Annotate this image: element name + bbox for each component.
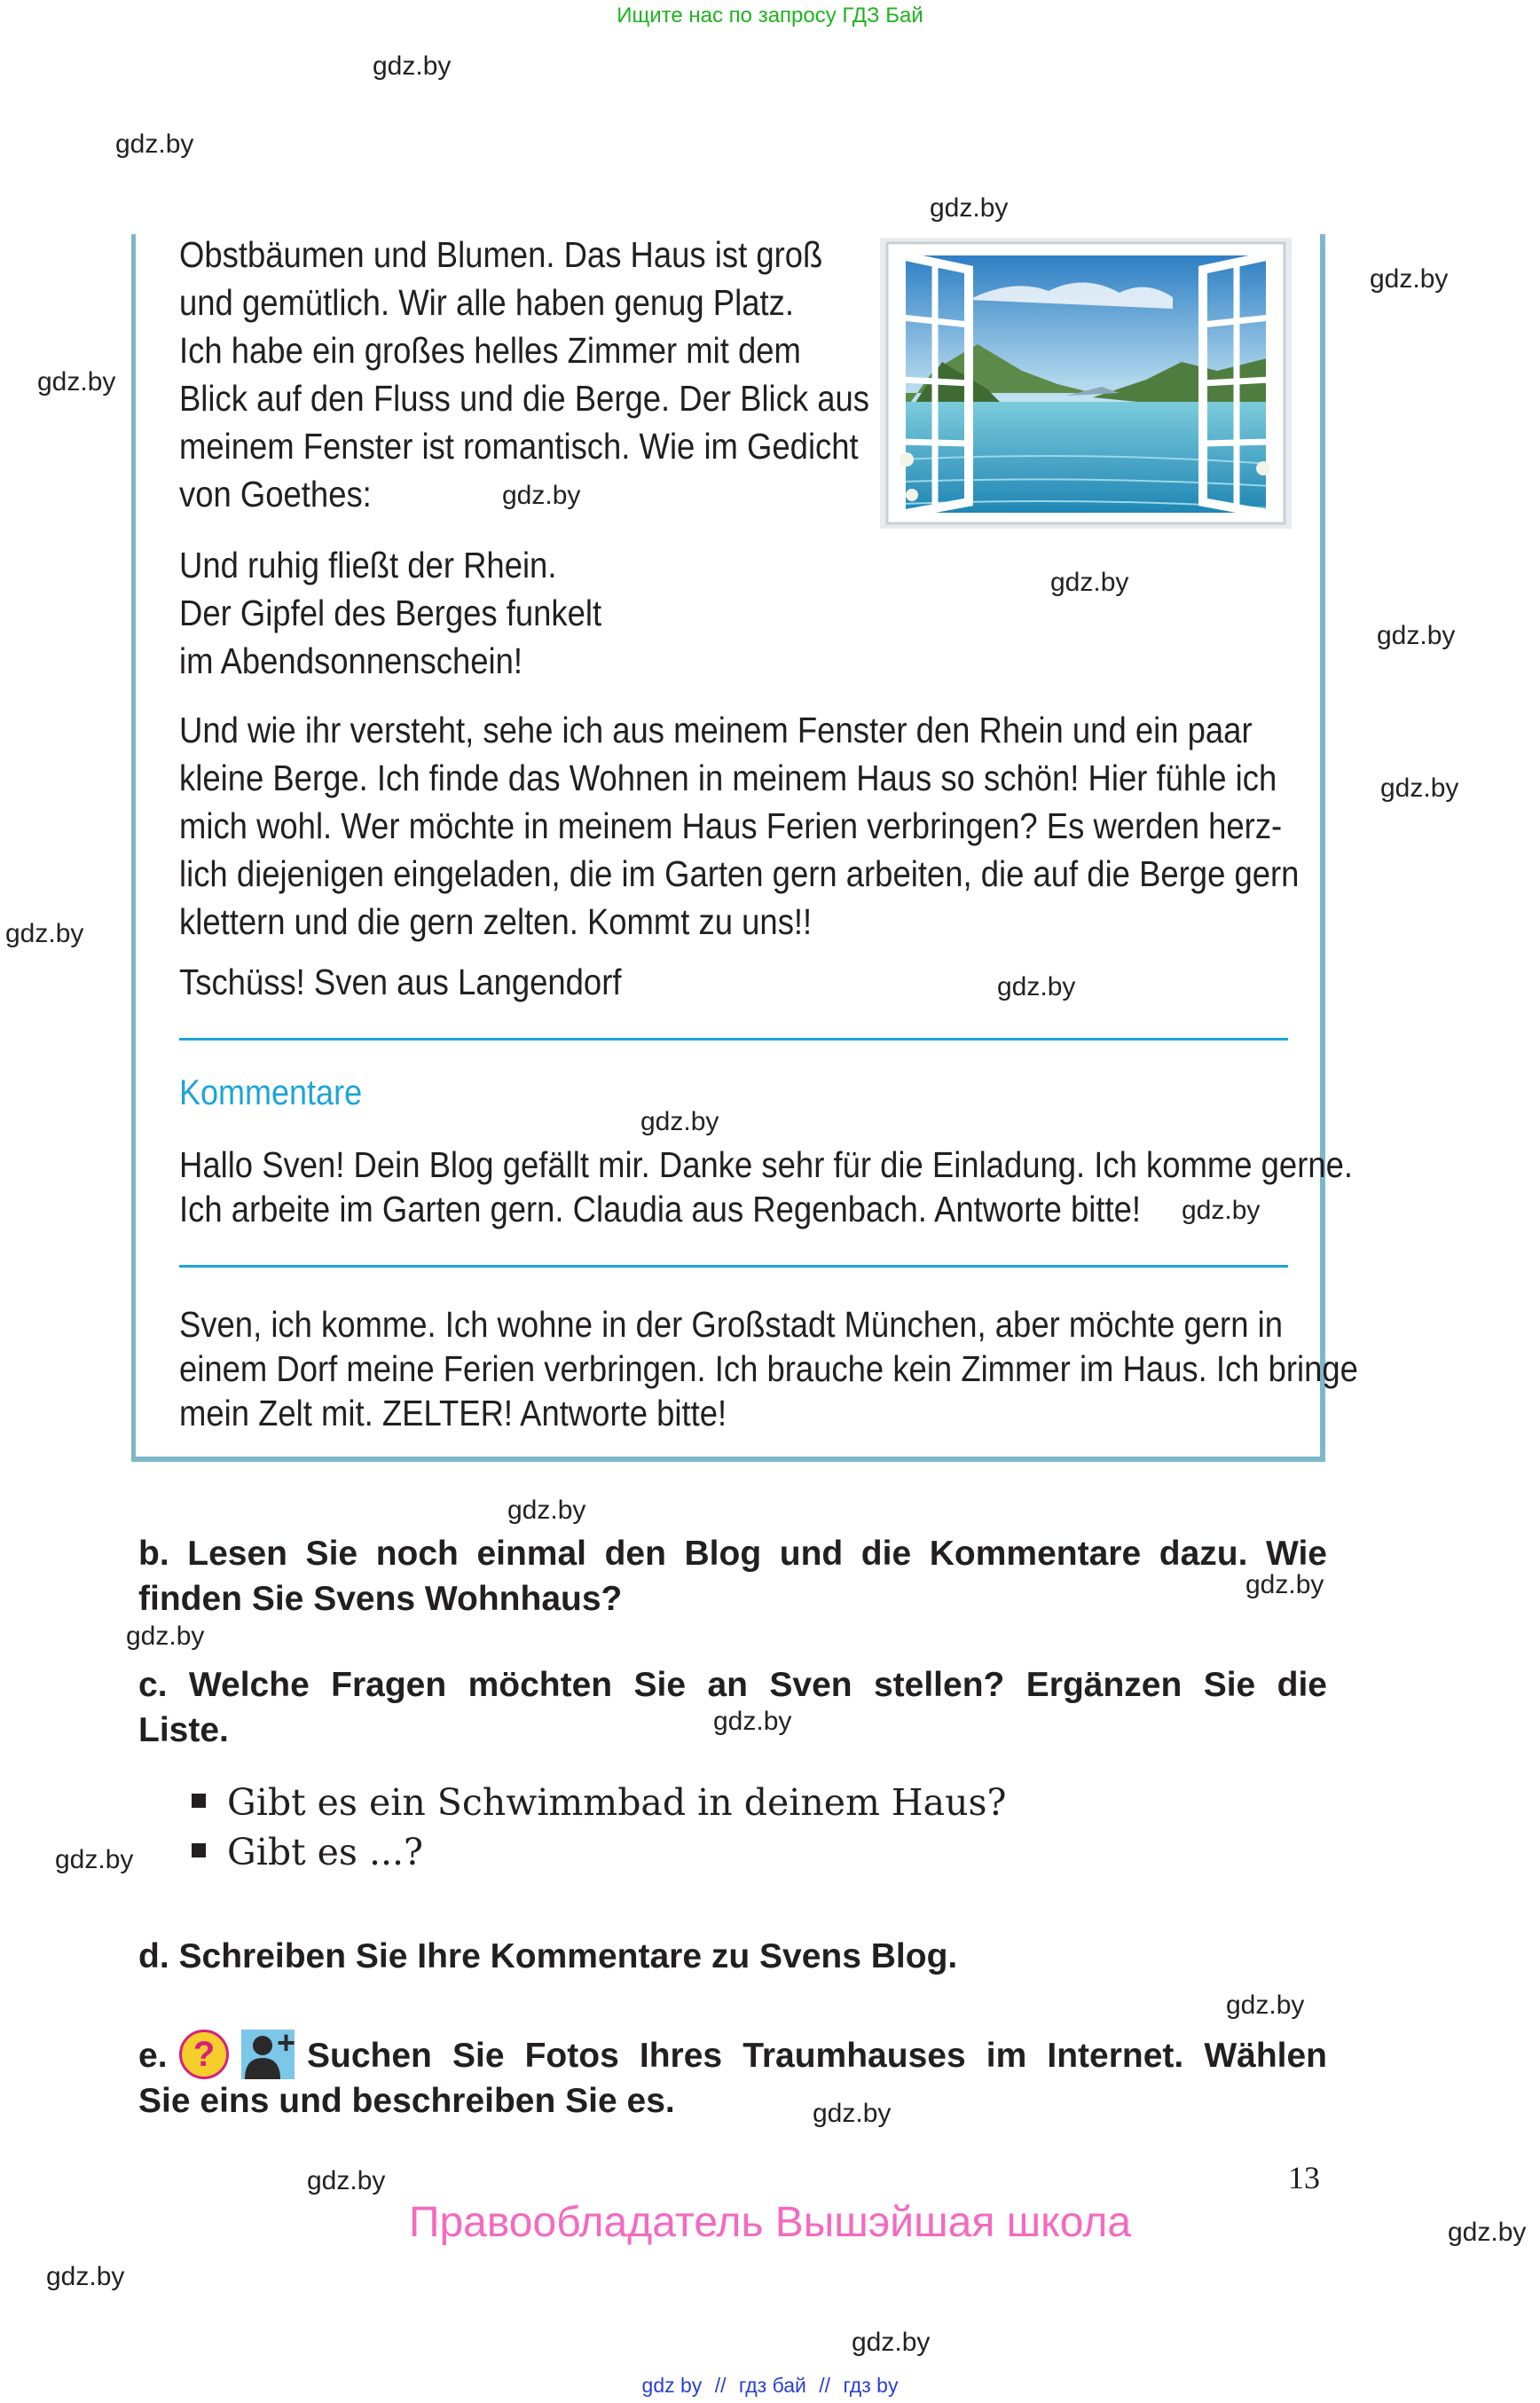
comment-zelter: Sven, ich komme. Ich wohne in der Großstadt München, aber möchte gern in einem Dorf meine Ferien verbringen. Ich brauche kein Zimmer im Haus. Ich bringe mein Zelt mit. ZELTER! Antworte bitte! [179, 1304, 1358, 1433]
blog-paragraph-1: Obstbäumen und Blumen. Das Haus ist groß und gemütlich. Wir alle haben genug Platz. Ich habe ein großes helles Zimmer mit dem Blick auf den Fluss und die Berge. Der Blick aus meinem Fenster ist romantisch. Wie im Gedicht von Goethes: [179, 234, 869, 514]
task-e-label: e. [138, 2037, 168, 2075]
watermark: gdz.by [1448, 2218, 1527, 2247]
list-item: Gibt es ein Schwimmbad in deinem Haus? [192, 1781, 1007, 1831]
watermark: gdz.by [997, 972, 1076, 1001]
watermark: gdz.by [5, 919, 84, 948]
task-c: c. Welche Fragen möchten Sie an Sven stellen? Ergänzen Sie die Liste. [138, 1666, 1327, 1749]
top-banner: Ищите нас по запросу ГДЗ Бай [617, 4, 923, 27]
watermark: gdz.by [502, 481, 581, 510]
watermark: gdz.by [1182, 1196, 1261, 1225]
add-person-icon: + [241, 2030, 295, 2079]
comment-claudia: Hallo Sven! Dein Blog gefällt mir. Danke sehr für die Einladung. Ich komme gerne. Ich arbeite im Garten gern. Claudia aus Regenbach. Antworte bitte! [179, 1144, 1354, 1229]
lake-window-illustration [880, 238, 1292, 529]
watermark: gdz.by [1226, 1991, 1305, 2020]
watermark: gdz.by [55, 1845, 134, 1874]
footer-link[interactable]: gdz by [641, 2374, 703, 2397]
question-mark-icon: ? [179, 2030, 229, 2079]
watermark: gdz.by [115, 130, 194, 159]
footer-links [0, 2374, 1540, 2398]
goethe-poem: Und ruhig fließt der Rhein. Der Gipfel des Berges funkelt im Abendsonnenschein! [179, 545, 602, 681]
watermark: gdz.by [1245, 1570, 1324, 1599]
window-photo [880, 238, 1292, 529]
task-d: d. Schreiben Sie Ihre Kommentare zu Svens Blog. [138, 1937, 958, 1975]
watermark: gdz.by [640, 1107, 719, 1136]
watermark: gdz.by [1370, 264, 1449, 294]
blog-signature: Tschüss! Sven aus Langendorf [179, 962, 622, 1002]
task-b: b. Lesen Sie noch einmal den Blog und die Kommentare dazu. Wie finden Sie Svens Wohnhaus? [138, 1535, 1327, 1618]
question-list [192, 1781, 1007, 1881]
watermark: gdz.by [126, 1622, 205, 1651]
watermark: gdz.by [46, 2262, 125, 2291]
page-number: 13 [1288, 2160, 1320, 2195]
watermark: gdz.by [1377, 621, 1456, 650]
watermark: gdz.by [852, 2328, 931, 2357]
comments-heading: Kommentare [179, 1073, 363, 1112]
footer-separator: // [714, 2374, 727, 2397]
watermark: gdz.by [307, 2166, 386, 2195]
divider [179, 1038, 1288, 1041]
footer-separator: // [819, 2374, 831, 2397]
watermark: gdz.by [373, 51, 452, 81]
watermark: gdz.by [507, 1496, 586, 1525]
watermark: gdz.by [37, 367, 116, 397]
watermark: gdz.by [713, 1707, 792, 1736]
list-item: Gibt es ...? [192, 1831, 1007, 1881]
rights-holder: Правообладатель Вышэйшая школа [408, 2199, 1132, 2246]
bullet-square-icon [192, 1794, 206, 1808]
watermark: gdz.by [930, 193, 1009, 223]
task-e-text: Suchen Sie Fotos Ihres Traumhauses im Internet. Wählen Sie eins und beschreiben Sie es. [138, 2037, 1327, 2120]
watermark: gdz.by [1380, 774, 1459, 803]
divider [179, 1265, 1288, 1268]
blog-paragraph-2: Und wie ihr versteht, sehe ich aus meinem Fenster den Rhein und ein paar kleine Berge. Ich finde das Wohnen in meinem Haus so schön! Hier fühle ich mich wohl. Wer möchte in meinem Haus Ferien verbringen? Es werden herz- lich diejenigen eingeladen, die im Garten gern arbeiten, die auf die Berge gern klettern und die gern zelten. Kommt zu uns!! [179, 710, 1300, 942]
footer-link[interactable]: гдз by [843, 2374, 899, 2397]
bullet-square-icon [192, 1843, 206, 1857]
footer-link[interactable]: гдз бай [738, 2374, 806, 2397]
watermark: gdz.by [813, 2099, 892, 2128]
watermark: gdz.by [1050, 568, 1129, 597]
